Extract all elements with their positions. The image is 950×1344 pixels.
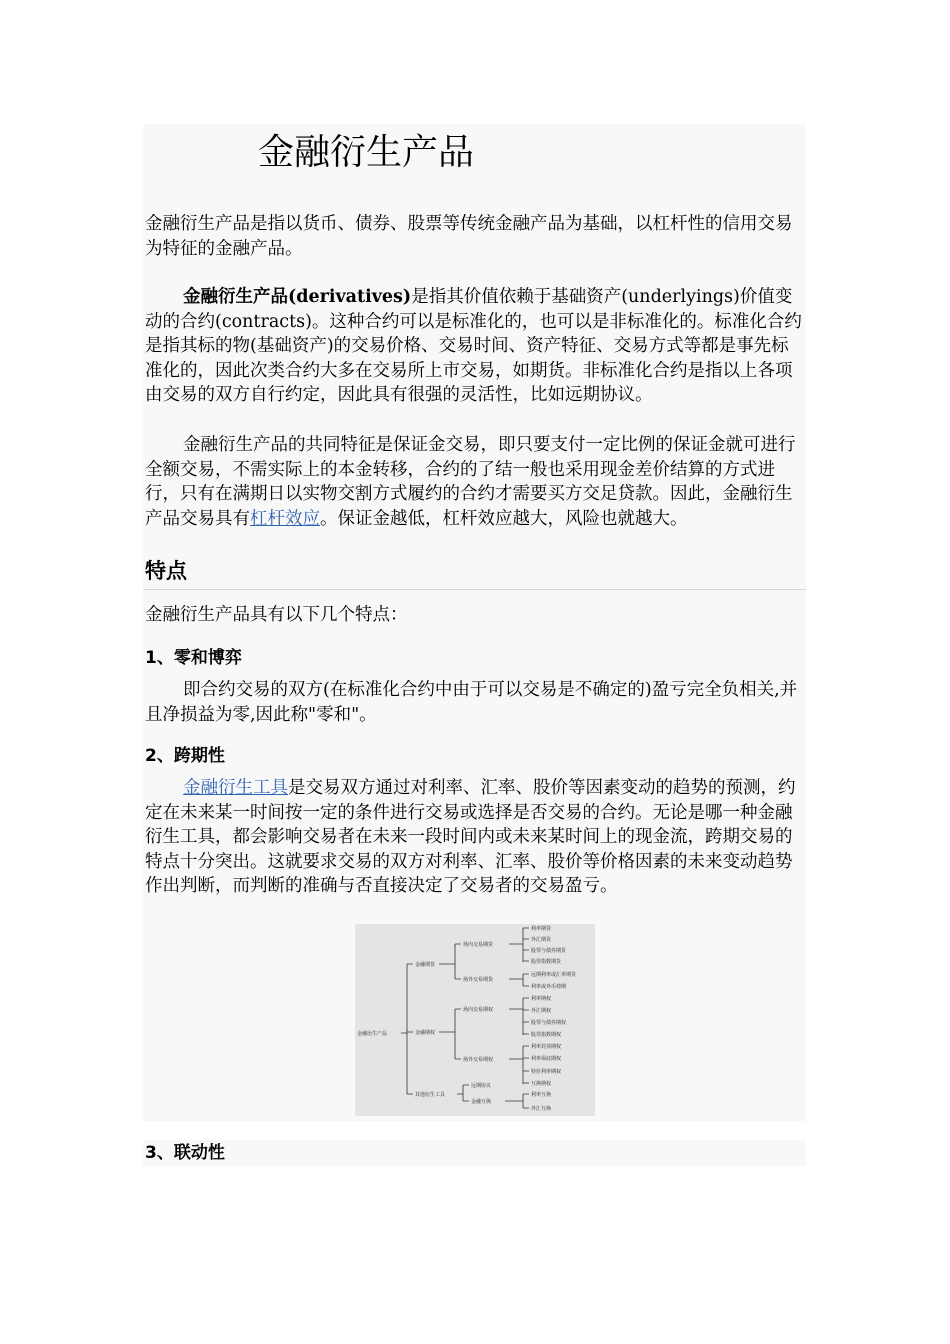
diagram-l1-options: 金融期权 xyxy=(415,1030,436,1036)
diagram-l3-item: 股票与债券期货 xyxy=(531,948,567,954)
common-feature-text: 金融衍生产品的共同特征是保证金交易，即只要支付一定比例的保证金就可进行全额交易，不需实际上的本金转移，合约的了结一般也采用现金差价结算的方式进行，只有在满期日以实物交割方式履约的合约才需要买方交足贷款。因此，金融衍生产品交易具有 xyxy=(145,435,796,529)
diagram-l3-item: 股票与债券期权 xyxy=(531,1020,567,1026)
point2-paragraph xyxy=(145,776,805,899)
diagram-l2-swap: 金融互换 xyxy=(471,1099,492,1105)
diagram-l2-exchange-futures: 场内交易期货 xyxy=(463,942,494,948)
diagram-l3-item: 股票指数期权 xyxy=(531,1032,562,1038)
derivatives-classification-diagram xyxy=(355,924,595,1116)
section-divider xyxy=(143,589,806,590)
point3-heading: 3、联动性 xyxy=(145,1143,225,1163)
content-background-bottom xyxy=(143,1140,806,1166)
diagram-svg xyxy=(355,924,595,1116)
diagram-l3-item: 利率互换 xyxy=(531,1092,552,1098)
definition-paragraph xyxy=(145,285,805,408)
derivative-instrument-link[interactable]: 金融衍生工具 xyxy=(183,778,288,798)
definition-term: 金融衍生产品(derivatives) xyxy=(183,287,412,307)
page-title: 金融衍生产品 xyxy=(258,132,475,173)
point1-heading: 1、零和博弈 xyxy=(145,648,242,668)
diagram-l3-item: 利率封顶期权 xyxy=(531,1044,562,1050)
diagram-l3-item: 利率期权 xyxy=(531,996,552,1002)
definition-text: 是指其价值依赖于基础资产(underlyings)价值变动的合约(contracts)。这种合约可以是标准化的，也可以是非标准化的。标准化合约是指其标的物(基础资产)的交易价格、交易时间、资产特征、交易方式等都是事先标准化的，因此次类合约大多在交易所上市交易，如期货。非标准化合约是指以上各项由交易的双方自行约定，因此具有很强的灵活性，比如远期协议。 xyxy=(145,287,802,405)
diagram-l3-item: 利率保底期权 xyxy=(531,1056,562,1062)
point1-text: 即合约交易的双方(在标准化合约中由于可以交易是不确定的)盈亏完全负相关,并且净损益为零,因此称"零和"。 xyxy=(145,680,798,725)
diagram-l2-otc-options: 场外交易期权 xyxy=(463,1057,494,1063)
diagram-l2-otc-futures: 场外交易期货 xyxy=(463,977,494,983)
common-feature-text-end: 。保证金越低，杠杆效应越大，风险也就越大。 xyxy=(320,508,688,529)
diagram-l3-item: 外汇互换 xyxy=(531,1106,552,1112)
diagram-l2-exchange-options: 场内交易期权 xyxy=(463,1007,494,1013)
common-feature-paragraph xyxy=(145,433,805,531)
leverage-effect-link[interactable]: 杠杆效应 xyxy=(250,508,320,529)
diagram-l3-item: 利率或外币掉期 xyxy=(531,984,567,990)
diagram-l1-others: 其他衍生工具 xyxy=(415,1092,446,1098)
diagram-root: 金融衍生产品 xyxy=(357,1031,388,1037)
diagram-l3-item: 远期利率或汇率期货 xyxy=(531,972,577,978)
diagram-l1-futures: 金融期货 xyxy=(415,962,436,968)
point2-heading: 2、跨期性 xyxy=(145,746,225,766)
point2-text: 是交易双方通过对利率、汇率、股价等因素变动的趋势的预测，约定在未来某一时间按一定的条件进行交易或选择是否交易的合约。无论是哪一种金融衍生工具，都会影响交易者在未来一段时间内或未来某时间上的现金流，跨期交易的特点十分突出。这就要求交易的双方对利率、汇率、股价等价格因素的未来变动趋势作出判断，而判断的准确与否直接决定了交易者的交易盈亏。 xyxy=(145,778,796,896)
section-title-features: 特点 xyxy=(145,559,187,583)
features-lead: 金融衍生产品具有以下几个特点： xyxy=(145,605,408,625)
diagram-l3-item: 特价利率期权 xyxy=(531,1069,562,1075)
diagram-l3-item: 利率期货 xyxy=(531,926,552,932)
diagram-l3-item: 股票指数期货 xyxy=(531,959,562,965)
diagram-l3-item: 外汇期权 xyxy=(531,1008,552,1014)
diagram-l2-forward: 远期协议 xyxy=(471,1083,492,1089)
diagram-l3-item: 互换期权 xyxy=(531,1081,552,1087)
intro-paragraph: 金融衍生产品是指以货币、债券、股票等传统金融产品为基础，以杠杆性的信用交易为特征的金融产品。 xyxy=(145,214,793,259)
diagram-l3-item: 外汇期货 xyxy=(531,937,552,943)
point1-paragraph xyxy=(145,678,805,727)
